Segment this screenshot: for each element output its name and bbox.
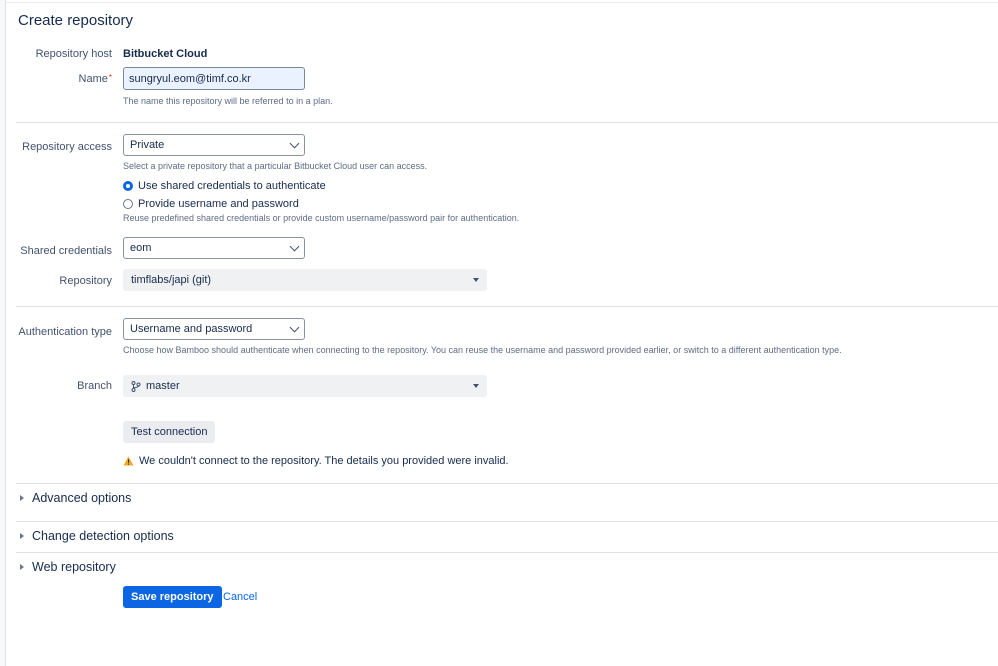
shared-credentials-label: Shared credentials — [20, 245, 112, 257]
branch-select[interactable] — [123, 375, 487, 397]
name-help: The name this repository will be referred to in a plan. — [123, 96, 333, 106]
radio-unchecked-icon[interactable] — [123, 199, 133, 209]
repository-value: timflabs/japi (git) — [131, 274, 212, 286]
left-rail — [0, 0, 6, 666]
branch-value: master — [146, 380, 180, 392]
authentication-type-value: Username and password — [130, 323, 253, 335]
test-connection-button[interactable]: Test connection — [123, 421, 215, 443]
section-divider — [16, 521, 998, 522]
chevron-down-icon — [290, 242, 300, 252]
repository-access-label: Repository access — [22, 141, 112, 153]
repository-select[interactable] — [123, 269, 487, 291]
page-title: Create repository — [18, 12, 134, 29]
branch-select-content — [131, 380, 180, 392]
connection-warning-text: We couldn't connect to the repository. The details you provided were invalid. — [139, 455, 509, 467]
section-advanced-options[interactable] — [20, 491, 131, 505]
section-web-repository[interactable] — [20, 560, 116, 574]
chevron-down-icon — [290, 139, 300, 149]
repository-access-select[interactable] — [123, 134, 305, 156]
name-label-text: Name — [78, 73, 108, 85]
section-change-detection-options-label: Change detection options — [32, 529, 174, 543]
section-divider — [16, 306, 998, 307]
authentication-type-select[interactable] — [123, 318, 305, 340]
branch-label: Branch — [77, 380, 112, 392]
warning-icon — [123, 456, 134, 466]
repository-host-label: Repository host — [35, 48, 112, 60]
connection-warning — [123, 455, 509, 467]
cancel-link[interactable]: Cancel — [223, 591, 258, 603]
radio-username-password-label: Provide username and password — [138, 198, 299, 210]
authentication-type-label: Authentication type — [18, 326, 112, 338]
save-repository-button[interactable]: Save repository — [123, 586, 222, 608]
caret-down-icon — [473, 278, 479, 282]
name-input[interactable] — [123, 67, 305, 90]
radio-shared-credentials[interactable] — [123, 180, 326, 192]
expand-triangle-icon — [20, 533, 24, 539]
name-label — [79, 73, 112, 85]
radio-username-password[interactable] — [123, 198, 299, 210]
branch-icon — [131, 381, 141, 392]
section-divider — [16, 552, 998, 553]
shared-credentials-value: eom — [130, 242, 152, 254]
authentication-type-help: Choose how Bamboo should authenticate when connecting to the repository. You can reuse the username and password provided earlier, or switch to a different authentication type. — [123, 345, 842, 355]
repository-label: Repository — [59, 275, 112, 287]
section-web-repository-label: Web repository — [32, 560, 116, 574]
repository-access-value: Private — [130, 139, 165, 151]
section-divider — [16, 122, 998, 123]
auth-options-help: Reuse predefined shared credentials or provide custom username/password pair for authentication. — [123, 213, 520, 223]
shared-credentials-select[interactable] — [123, 237, 305, 259]
repository-host-value: Bitbucket Cloud — [123, 48, 208, 60]
chevron-down-icon — [290, 323, 300, 333]
expand-triangle-icon — [20, 564, 24, 570]
radio-shared-credentials-label: Use shared credentials to authenticate — [138, 180, 326, 192]
section-advanced-options-label: Advanced options — [32, 491, 132, 505]
caret-down-icon — [473, 384, 479, 388]
section-divider — [16, 483, 998, 484]
required-mark: * — [108, 73, 112, 82]
section-change-detection-options[interactable] — [20, 529, 174, 543]
top-divider — [5, 2, 998, 3]
radio-checked-icon[interactable] — [123, 181, 133, 191]
repository-access-help: Select a private repository that a particular Bitbucket Cloud user can access. — [123, 161, 428, 171]
expand-triangle-icon — [20, 495, 24, 501]
